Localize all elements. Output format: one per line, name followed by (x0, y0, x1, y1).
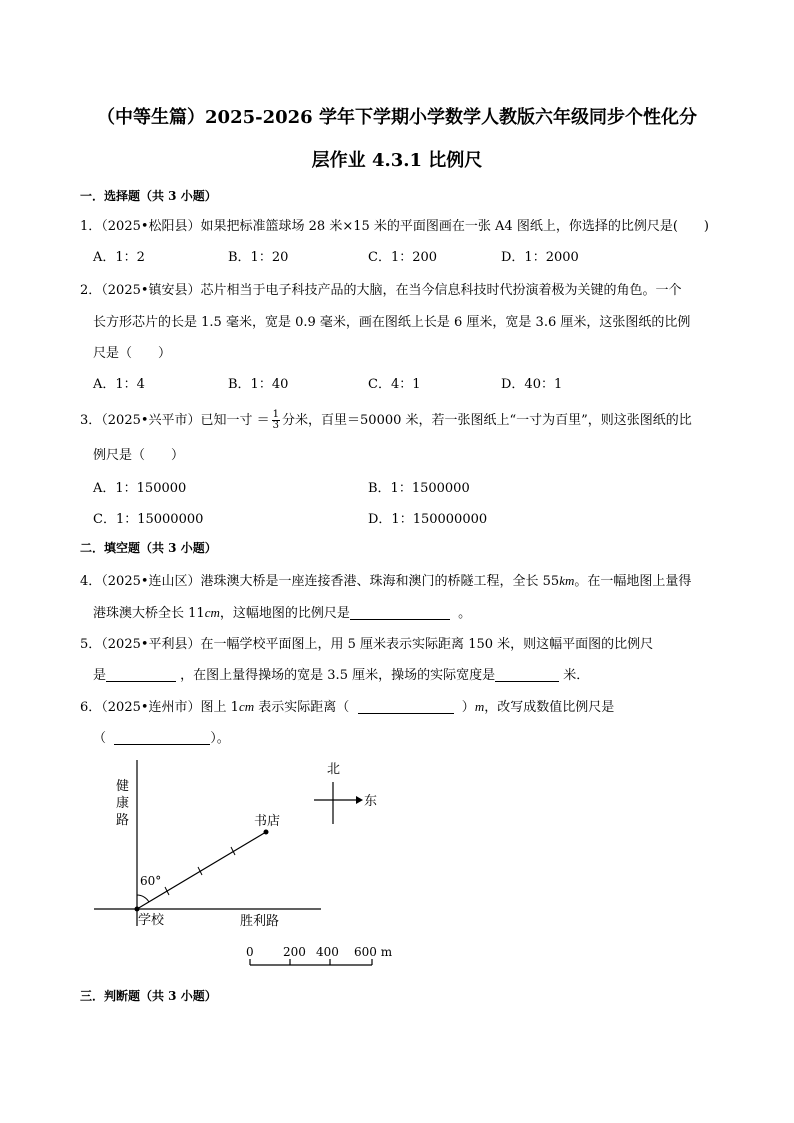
bookstore-point (264, 830, 269, 835)
q3-option-c: C．1：15000000 (93, 512, 204, 527)
road-vertical-label-2: 康 (116, 796, 130, 811)
q6-text-f: ）。 (210, 731, 230, 746)
q3-text-a: 3．（2025•兴平市）已知一寸 ＝ (80, 413, 270, 428)
school-bookstore-line (137, 832, 266, 909)
segment-tick (165, 887, 169, 895)
q6-unit-m: m (474, 699, 485, 714)
q2-option-b: B．1：40 (228, 377, 289, 392)
section-heading-judge: 三．判断题（共 3 小题） (80, 989, 217, 1003)
scale-label-600: 600 m (354, 945, 393, 959)
q4-text-a: 4．（2025•连山区）港珠澳大桥是一座连接香港、珠海和澳门的桥隧工程，全长 55 (80, 574, 560, 589)
q5-text-b: ，在图上量得操场的宽是 3.5 厘米，操场的实际宽度是 (180, 668, 496, 683)
question-3-line2: 例尺是（ ） (93, 448, 185, 463)
q6-text-b: 表示实际距离（ (258, 700, 350, 715)
question-4-line1 (80, 570, 691, 589)
q3-option-d: D．1：150000000 (368, 512, 488, 527)
road-vertical-label-3: 路 (116, 813, 130, 828)
question-2-line1: 2．（2025•镇安县）芯片相当于电子科技产品的大脑，在当今信息科技时代扮演着极为关键的角色。一个 (80, 283, 682, 298)
q6-distance-blank[interactable] (358, 699, 454, 714)
scale-label-400: 400 (316, 945, 339, 959)
q4-text-e: 。 (458, 606, 472, 621)
bookstore-label: 书店 (254, 814, 281, 829)
q4-text-d: ，这幅地图的比例尺是 (219, 606, 350, 621)
q3-frac-den: 3 (272, 420, 280, 431)
q6-unit-cm: cm (238, 699, 255, 714)
q6-text-d: ，改写成数值比例尺是 (484, 700, 615, 715)
q5-text-a: 是 (93, 668, 107, 683)
question-2-line3: 尺是（ ） (93, 346, 172, 361)
q1-option-a: A．1：2 (93, 250, 145, 265)
section-heading-choice: 一．选择题（共 3 小题） (80, 189, 217, 203)
section-heading-fill: 二．填空题（共 3 小题） (80, 541, 217, 555)
scale-label-0: 0 (246, 945, 254, 959)
angle-label: 60° (140, 874, 162, 888)
question-4-line2 (93, 602, 471, 621)
q6-text-a: 6．（2025•连州市）图上 1 (80, 700, 239, 715)
page-title-line2: 层作业 4.3.1 比例尺 (311, 150, 483, 171)
angle-arc (137, 895, 149, 902)
question-6-line2 (93, 727, 230, 746)
q1-option-c: C．1：200 (368, 250, 438, 265)
q4-unit-cm: cm (204, 605, 220, 620)
compass-east-label: 东 (364, 794, 378, 809)
question-2-line2: 长方形芯片的长是 1.5 毫米，宽是 0.9 毫米，画在图纸上长是 6 厘米，宽是 3.6 厘米，这张图纸的比例 (93, 315, 691, 330)
q6-text-c: ） (461, 700, 475, 715)
q3-option-b: B．1：1500000 (368, 481, 470, 496)
q5-scale-blank[interactable] (106, 667, 176, 682)
page-title-line1: （中等生篇）2025-2026 学年下学期小学数学人教版六年级同步个性化分 (97, 107, 697, 128)
q3-option-a: A．1：150000 (93, 481, 187, 496)
compass-north-label: 北 (327, 762, 341, 777)
scale-label-200: 200 (283, 945, 306, 959)
q6-text-e: （ (93, 731, 107, 746)
road-horizontal-label: 胜利路 (240, 914, 280, 929)
q3-fraction (272, 410, 280, 431)
question-5-line1: 5．（2025•平利县）在一幅学校平面图上，用 5 厘米表示实际距离 150 米，则这幅平面图的比例尺 (80, 637, 654, 652)
question-5-line2 (93, 664, 589, 683)
road-vertical-label-1: 健 (116, 779, 130, 794)
q4-text-b: 。在一幅地图上量得 (574, 574, 692, 589)
q4-unit-km: km (559, 573, 575, 588)
school-label: 学校 (138, 913, 165, 928)
q5-width-blank[interactable] (495, 667, 559, 682)
q2-option-a: A．1：4 (93, 377, 145, 392)
q2-option-c: C．4：1 (368, 377, 421, 392)
east-arrow-icon (356, 796, 363, 804)
q1-option-b: B．1：20 (228, 250, 289, 265)
q5-text-c: 米． (563, 668, 590, 683)
q6-scale-blank[interactable] (114, 730, 210, 745)
map-figure (90, 758, 410, 968)
school-point (135, 907, 140, 912)
q2-option-d: D．40：1 (501, 377, 563, 392)
q4-text-c: 港珠澳大桥全长 11 (93, 606, 205, 621)
q3-text-b: 分米，百里＝50000 米，若一张图纸上“一寸为百里”，则这张图纸的比 (282, 413, 692, 428)
q1-option-d: D．1：2000 (501, 250, 579, 265)
q3-frac-num: 1 (272, 409, 280, 420)
q4-answer-blank[interactable] (350, 605, 450, 620)
question-6-line1 (80, 696, 614, 715)
question-3-line1 (80, 409, 692, 431)
question-1-text: 1．（2025•松阳县）如果把标准篮球场 28 米×15 米的平面图画在一张 A4 图纸上，你选择的比例尺是( ) (80, 219, 709, 234)
